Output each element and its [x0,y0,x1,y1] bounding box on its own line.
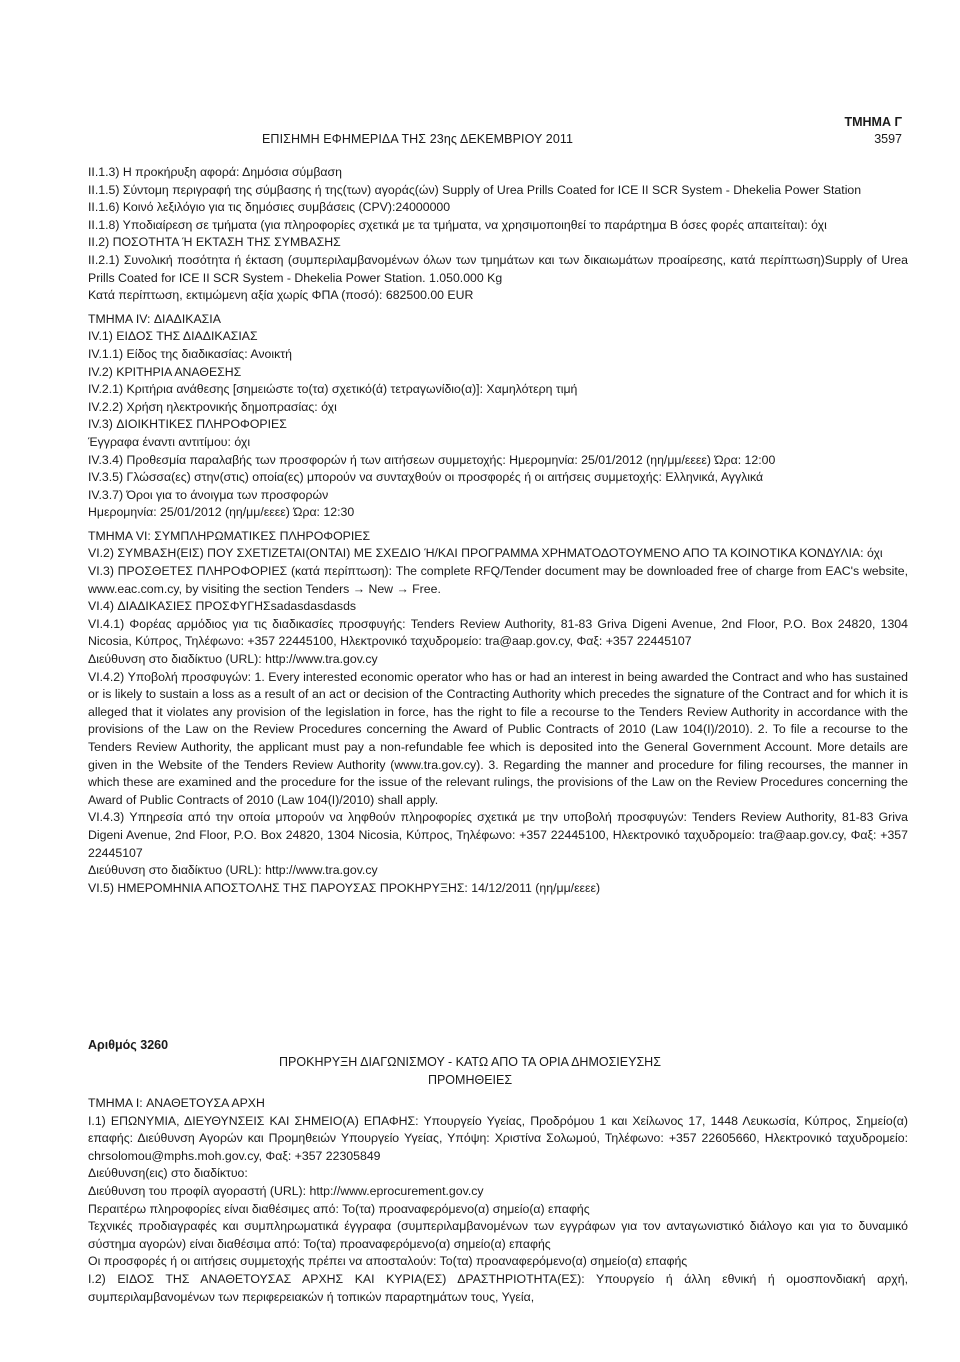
paragraph: VI.2) ΣΥΜΒΑΣΗ(ΕΙΣ) ΠΟΥ ΣΧΕΤΙΖΕΤΑΙ(ΟΝΤΑΙ) ΜΕ ΣΧΕΔΙΟ Ή/ΚΑΙ ΠΡΟΓΡΑΜΜΑ ΧΡΗΜΑΤΟΔΟΤΟΥΜΕΝΟ ΑΠΟ ΤΑ ΚΟΙΝΟΤΙΚΑ ΚΟΝΔΥΛΙΑ: όχι [88,546,883,561]
section-heading: ΤΜΗΜΑ IV: ΔΙΑΔΙΚΑΣΙΑ [88,311,221,326]
section-heading: ΤΜΗΜΑ VI: ΣΥΜΠΛΗΡΩΜΑΤΙΚΕΣ ΠΛΗΡΟΦΟΡΙΕΣ [88,528,371,543]
paragraph: Διεύθυνση στο διαδίκτυο (URL): http://www.tra.gov.cy [88,652,378,667]
paragraph: ΙΙ.2) ΠΟΣΟΤΗΤΑ Ή ΕΚΤΑΣΗ ΤΗΣ ΣΥΜΒΑΣΗΣ [88,235,341,250]
paragraph: IV.3) ΔΙΟΙΚΗΤΙΚΕΣ ΠΛΗΡΟΦΟΡΙΕΣ [88,417,287,432]
paragraph: VI.5) ΗΜΕΡΟΜΗΝΙΑ ΑΠΟΣΤΟΛΗΣ ΤΗΣ ΠΑΡΟΥΣΑΣ ΠΡΟΚΗΡΥΞΗΣ: 14/12/2011 (ηη/μμ/εεεε) [88,880,601,895]
paragraph: IV.2) ΚΡΙΤΗΡΙΑ ΑΝΑΘΕΣΗΣ [88,364,242,379]
paragraph: VI.4.2) Υποβολή προσφυγών: 1. Every interested economic operator who has or had an interest in being awarded the Contract and who has sustained or is likely to sustain a loss as a result of an act or decision of the Contracting Authority which precedes the signature of the Contract and for which it is alleged that it violates any provision of the legislation in force, has the right to file a recourse to the Tenders Review Authority in accordance with the provisions of the Law on the Review Procedures concerning the Award of Public Contracts of 2010 (Law 104(I)/2010). 2. To file a recourse to the Tenders Review Authority, the applicant must pay a non-refundable fee which is deposited into the General Government Account. More details are given in the Website of the Tenders Review Authority (www.tra.gov.cy). 3. Regarding the manner and procedure for filing recourses, the manner in which these are examined and the procedure for the issue of the relevant rulings, the provisions of the Law on the Review Procedures concerning the Award of Public Contracts of 2010 (Law 104(I)/2010) shall apply. [88,669,908,807]
notice-title [240,1053,700,1089]
paragraph: IV.2.2) Χρήση ηλεκτρονικής δημοπρασίας: όχι [88,399,337,414]
paragraph: ΙΙ.1.5) Σύντομη περιγραφή της σύμβασης ή της(των) αγοράς(ών) Supply of Urea Prills Coated for ICE II SCR System - Dhekelia Power Station [88,182,862,197]
notice-title-line: ΠΡΟΚΗΡΥΞΗ ΔΙΑΓΩΝΙΣΜΟΥ - ΚΑΤΩ ΑΠΟ ΤΑ ΟΡΙΑ ΔΗΜΟΣΙΕΥΣΗΣ [279,1055,661,1069]
paragraph: VI.4.3) Υπηρεσία από την οποία μπορούν να ληφθούν πληροφορίες σχετικά με την υποβολή προσφυγών: Tenders Review Authority, 81-83 Griva Digeni Avenue, 2nd Floor, P.O. Box 24820, 1304 Nicosia, Κύπρος, Τηλέφωνο: +357 22445100, Ηλεκτρονικό ταχυδρομείο: tra@aap.gov.cy, Φαξ: +357 22445107 [88,810,908,860]
paragraph: IV.3.7) Όροι για το άνοιγμα των προσφορών [88,487,329,502]
notice-number: Αριθμός 3260 [88,1038,169,1052]
paragraph: Διεύθυνση του προφίλ αγοραστή (URL): http://www.eprocurement.gov.cy [88,1183,484,1198]
publication-header: ΕΠΙΣΗΜΗ ΕΦΗΜΕΡΙΔΑ ΤΗΣ 23ης ΔΕΚΕΜΒΡΙΟΥ 2011 [262,132,574,146]
paragraph: VI.4.1) Φορέας αρμόδιος για τις διαδικασίες προσφυγής: Tenders Review Authority, 81-83 Griva Digeni Avenue, 2nd Floor, P.O. Box 24820, 1304 Nicosia, Κύπρος, Τηλέφωνο: +357 22445100, Ηλεκτρονικό ταχυδρομείο: tra@aap.gov.cy, Φαξ: +357 22445107 [88,616,908,649]
paragraph: IV.1) ΕΙΔΟΣ ΤΗΣ ΔΙΑΔΙΚΑΣΙΑΣ [88,329,258,344]
paragraph: Ημερομηνία: 25/01/2012 (ηη/μμ/εεεε) Ώρα: 12:30 [88,505,355,520]
section-label: ΤΜΗΜΑ Γ [844,115,902,129]
paragraph: Έγγραφα έναντι αντιτίμου: όχι [88,434,251,449]
paragraph: Τεχνικές προδιαγραφές και συμπληρωματικά έγγραφα (συμπεριλαμβανομένων των εγγράφων για τον ανταγωνιστικό διάλογο και για το δυναμικό σύστημα αγορών) είναι διαθέσιμα από: Το(τα) προαναφερόμενο(α) σημείο(α) επαφής [88,1219,908,1251]
paragraph: Διεύθυνση(εις) στο διαδίκτυο: [88,1166,248,1181]
paragraph: Περαιτέρω πληροφορίες είναι διαθέσιμες από: Το(τα) προαναφερόμενο(α) σημείο(α) επαφής [88,1201,590,1216]
paragraph: IV.2.1) Κριτήρια ανάθεσης [σημειώστε το(τα) σχετικό(ά) τετραγωνίδιο(α)]: Χαμηλότερη τιμή [88,382,578,397]
new-notice-body [88,1095,908,1306]
notice-title-line: ΠΡΟΜΗΘΕΙΕΣ [427,1073,513,1087]
paragraph: ΙΙ.2.1) Συνολική ποσότητα ή έκταση (συμπεριλαμβανομένων όλων των τμημάτων και των δικαιωμάτων προαίρεσης, κατά περίπτωση)Supply of Urea Prills Coated for ICE II SCR System - Dhekelia Power Station. 1.050.000 Kg [88,252,908,285]
section-heading: ΤΜΗΜΑ I: ΑΝΑΘΕΤΟΥΣΑ ΑΡΧΗ [88,1096,265,1110]
paragraph: ΙΙ.1.6) Κοινό λεξιλόγιο για τις δημόσιες συμβάσεις (CPV):24000000 [88,200,451,215]
paragraph: Κατά περίπτωση, εκτιμώμενη αξία χωρίς ΦΠΑ (ποσό): 682500.00 EUR [88,288,474,303]
paragraph: VI.3) ΠΡΟΣΘΕΤΕΣ ΠΛΗΡΟΦΟΡΙΕΣ (κατά περίπτωση): The complete RFQ/Tender document may be downloaded free of charge from EAC's website, www.eac.com.cy, by visiting the section Tenders → New → Free. [88,564,908,596]
paragraph: I.2) ΕΙΔΟΣ ΤΗΣ ΑΝΑΘΕΤΟΥΣΑΣ ΑΡΧΗΣ ΚΑΙ ΚΥΡΙΑ(ΕΣ) ΔΡΑΣΤΗΡΙΟΤΗΤΑ(ΕΣ): Υπουργείο ή άλλη εθνική ή ομοσπονδιακή αρχή, συμπεριλαμβανομένων των περιφερειακών ή τοπικών παραρτημάτων τους, Υγεία, [88,1271,908,1304]
paragraph: IV.1.1) Είδος της διαδικασίας: Ανοικτή [88,346,292,361]
paragraph: VI.4) ΔΙΑΔΙΚΑΣΙΕΣ ΠΡΟΣΦΥΓΗΣsadasdasdasds [88,599,357,614]
paragraph: ΙΙ.1.8) Υποδιαίρεση σε τμήματα (για πληροφορίες σχετικά με τα τμήματα, να χρησιμοποιηθεί το παράρτημα Β όσες φορές απαιτείται): όχι [88,217,827,232]
notice-continuation [88,164,908,897]
page-number: 3597 [874,132,902,146]
paragraph: Διεύθυνση στο διαδίκτυο (URL): http://www.tra.gov.cy [88,863,378,878]
paragraph: I.1) ΕΠΩΝΥΜΙΑ, ΔΙΕΥΘΥΝΣΕΙΣ ΚΑΙ ΣΗΜΕΙΟ(Α) ΕΠΑΦΗΣ: Υπουργείο Υγείας, Προδρόμου 1 και Χείλωνος 17, 1448 Λευκωσία, Κύπρος, Σημείο(α) επαφής: Διεύθυνση Αγορών και Προμηθειών Υπουργείο Υγείας, Υπόψη: Χριστίνα Σολωμού, Τηλέφωνο: +357 22605660, Ηλεκτρονικό ταχυδρομείο: chrsolomou@mphs.moh.gov.cy, Φαξ: +357 22305849 [88,1113,908,1163]
paragraph: Οι προσφορές ή οι αιτήσεις συμμετοχής πρέπει να αποσταλούν: Το(τα) προαναφερόμενο(α) σημείο(α) επαφής [88,1254,688,1269]
paragraph: IV.3.5) Γλώσσα(ες) στην(στις) οποία(ες) μπορούν να συνταχθούν οι προσφορές ή οι αιτήσεις συμμετοχής: Ελληνικά, Αγγλικά [88,470,764,485]
paragraph: ΙΙ.1.3) Η προκήρυξη αφορά: Δημόσια σύμβαση [88,165,342,179]
paragraph: IV.3.4) Προθεσμία παραλαβής των προσφορών ή των αιτήσεων συμμετοχής: Ημερομηνία: 25/01/2012 (ηη/μμ/εεεε) Ώρα: 12:00 [88,452,776,467]
